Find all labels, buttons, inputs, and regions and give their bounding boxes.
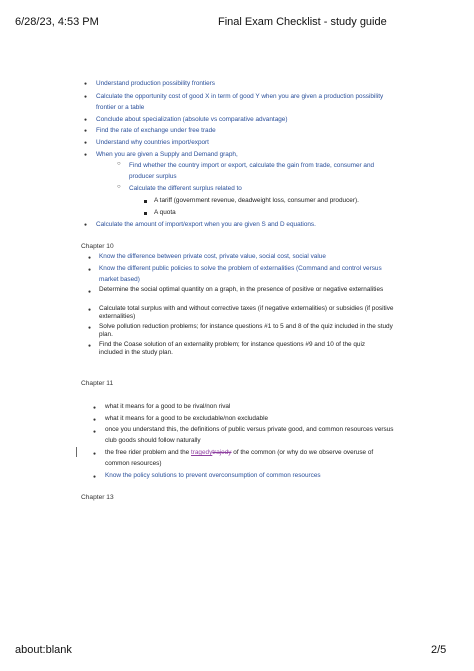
bullet-square	[144, 200, 147, 203]
list-item-free-rider	[105, 448, 395, 470]
document-title: Final Exam Checklist - study guide	[218, 16, 387, 28]
bullet-dot: ●	[84, 128, 88, 134]
bullet-dot: ●	[84, 117, 88, 123]
footer-url: about:blank	[15, 644, 72, 656]
bullet-dot: ●	[88, 289, 92, 295]
chapter-11-heading: Chapter 11	[81, 380, 114, 387]
bullet-dot: ●	[93, 417, 97, 423]
bullet-dot: ●	[84, 140, 88, 146]
bullet-square	[144, 212, 147, 215]
bullet-dot: ●	[93, 474, 97, 480]
suggested-deletion[interactable]: trajedy	[212, 449, 232, 456]
bullet-dot: ●	[84, 222, 88, 228]
list-item: Find the Coase solution of an externality problem; for instance questions #9 and 10 of the quiz included in the study plan.	[99, 341, 366, 356]
print-datetime: 6/28/23, 4:53 PM	[15, 16, 99, 28]
chapter-13-heading: Chapter 13	[81, 494, 114, 501]
bullet-dot: ●	[88, 343, 92, 349]
list-item: Know the different public policies to solve the problem of externalities (Command and control versus market based)	[99, 265, 382, 283]
bullet-dot: ●	[84, 152, 88, 158]
text-cursor	[76, 447, 77, 457]
page-number: 2/5	[431, 644, 447, 656]
bullet-dot: ●	[84, 81, 88, 87]
sub-list-item: Find whether the country import or export, calculate the gain from trade, consumer and producer surplus	[129, 162, 375, 180]
free-rider-text-suffix: of the common (or why do we observe overuse of common resources)	[105, 449, 374, 467]
sub-sub-list-item: A tariff (government revenue, deadweight loss, consumer and producer).	[154, 197, 359, 204]
sub-sub-list-item: A quota	[154, 209, 176, 216]
bullet-dot: ●	[88, 325, 92, 331]
sub-list-item: Calculate the different surplus related to	[129, 185, 242, 192]
suggested-insertion[interactable]: tragedy	[190, 449, 213, 456]
bullet-dot: ●	[88, 255, 92, 261]
list-item: what it means for a good to be excludable/non excludable	[105, 415, 269, 422]
list-item: what it means for a good to be rival/non rival	[105, 403, 231, 410]
list-item: once you understand this, the definitions of public versus private good, and common resources versus club goods should follow naturally	[105, 426, 394, 444]
chapter-10-heading: Chapter 10	[81, 243, 114, 250]
list-item: Understand why countries import/export	[96, 139, 209, 146]
list-item: When you are given a Supply and Demand graph,	[96, 151, 238, 158]
list-item: Know the difference between private cost, private value, social cost, social value	[99, 253, 326, 260]
bullet-dot: ●	[84, 94, 88, 100]
list-item: Determine the social optimal quantity on a graph, in the presence of positive or negative externalities	[99, 286, 384, 293]
list-item: Conclude about specialization (absolute vs comparative advantage)	[96, 116, 288, 123]
bullet-dot: ●	[88, 307, 92, 313]
bullet-circle: ○	[117, 161, 121, 167]
bullet-circle: ○	[117, 184, 121, 190]
bullet-dot: ●	[88, 267, 92, 273]
list-item: Calculate total surplus with and without corrective taxes (if negative externalities) or subsidies (if positive externalities)	[99, 305, 394, 320]
bullet-dot: ●	[93, 451, 97, 457]
bullet-dot: ●	[93, 405, 97, 411]
free-rider-text-prefix: the free rider problem and the	[105, 449, 191, 456]
list-item: Understand production possibility frontiers	[96, 80, 215, 87]
list-item: Find the rate of exchange under free trade	[96, 127, 216, 134]
list-item: Solve pollution reduction problems; for instance questions #1 to 5 and 8 of the quiz included in the study plan.	[99, 323, 393, 338]
bullet-dot: ●	[93, 429, 97, 435]
list-item: Calculate the amount of import/export when you are given S and D equations.	[96, 221, 316, 228]
list-item: Calculate the opportunity cost of good X in term of good Y when you are given a production possibility frontier or a table	[96, 93, 384, 111]
list-item: Know the policy solutions to prevent overconsumption of common resources	[105, 472, 321, 479]
